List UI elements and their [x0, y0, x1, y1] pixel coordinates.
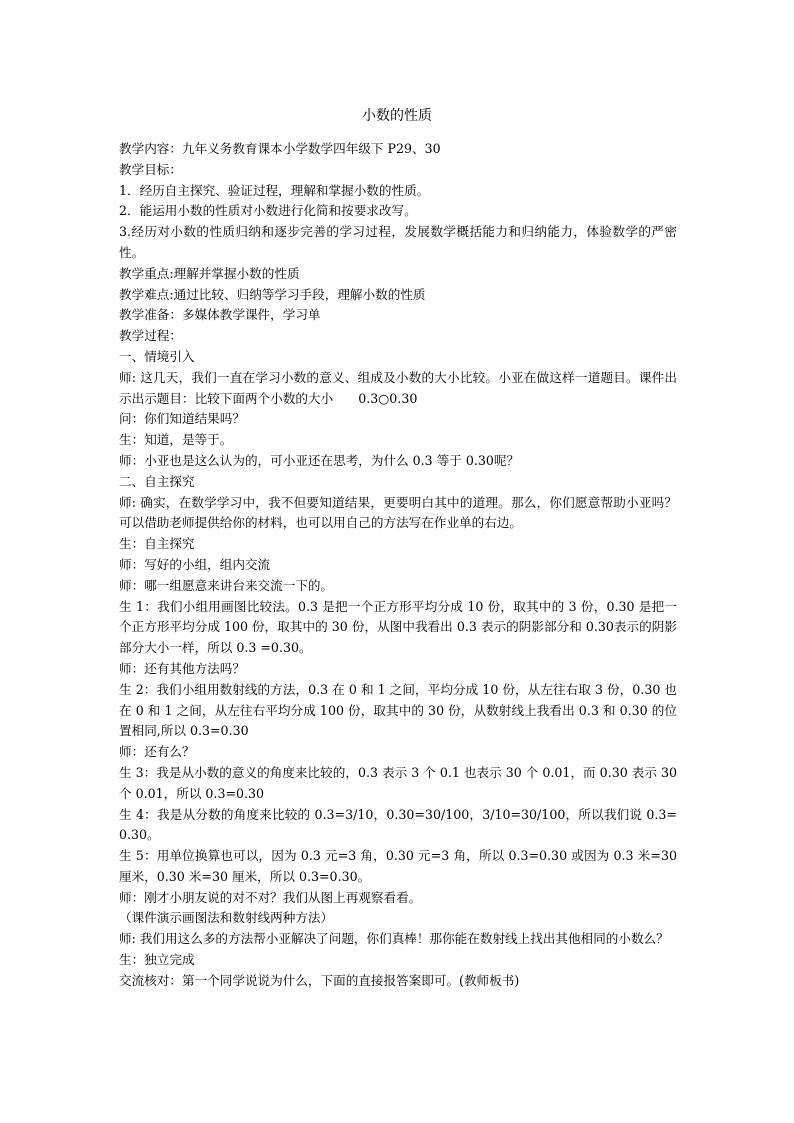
paragraph: 问：你们知道结果吗？ [119, 411, 245, 427]
paragraph: 教学准备：多媒体教学课件，学习单 [119, 307, 321, 323]
paragraph: 交流核对：第一个同学说说为什么，下面的直接报答案即可。(教师板书) [119, 972, 520, 988]
paragraph: 生 1：我们小组用画图比较法。0.3 是把一个正方形平均分成 10 份，取其中的 3 份，0.30 是把一个正方形平均分成 100 份，取其中的 30 份，从图中我看出 0.3 表示的阴影部分和 0.30表示的阴影部分大小一样，所以 0.3 =0.30。 [119, 598, 677, 656]
paragraph: 2．能运用小数的性质对小数进行化简和按要求改写。 [119, 203, 417, 219]
paragraph: 师：还有其他方法吗？ [119, 660, 245, 676]
paragraph: 教学重点:理解并掌握小数的性质 [119, 265, 300, 281]
section-heading: 二、自主探究 [119, 473, 195, 489]
section-heading: 一、情境引入 [119, 348, 195, 364]
paragraph: 师：刚才小朋友说的对不对？我们从图上再观察看看。 [119, 889, 422, 905]
paragraph: （课件演示画图法和数射线两种方法） [119, 910, 334, 926]
paragraph: 生 2：我们小组用数射线的方法，0.3 在 0 和 1 之间，平均分成 10 份，从左往右取 3 份，0.30 也在 0 和 1 之间，从左往右平均分成 100 份，取其中的 30 份，从数射线上我看出 0.3 和 0.30 的位置相同,所以 0.3=0.30 [119, 681, 677, 739]
paragraph: 1．经历自主探究、验证过程，理解和掌握小数的性质。 [119, 182, 430, 198]
paragraph: 师：写好的小组，组内交流 [119, 556, 271, 572]
paragraph: 生：自主探究 [119, 536, 195, 552]
paragraph: 师: 这几天，我们一直在学习小数的意义、组成及小数的大小比较。小亚在做这样一道题目。课件出示出示题目：比较下面两个小数的大小 0.3○0.30 [119, 369, 677, 406]
paragraph: 生 4：我是从分数的角度来比较的 0.3=3/10，0.30=30/100，3/10=30/100，所以我们说 0.3=0.30。 [119, 806, 677, 843]
paragraph: 生：知道，是等于。 [119, 432, 233, 448]
paragraph: 教学过程： [119, 328, 182, 344]
paragraph: 师：小亚也是这么认为的，可小亚还在思考，为什么 0.3 等于 0.30呢？ [119, 452, 520, 468]
paragraph: 教学目标： [119, 161, 182, 177]
paragraph: 教学难点:通过比较、归纳等学习手段，理解小数的性质 [119, 286, 426, 302]
paragraph: 3.经历对小数的性质归纳和逐步完善的学习过程，发展数学概括能力和归纳能力，体验数学的严密性。 [119, 224, 677, 260]
document-title: 小数的性质 [362, 108, 432, 124]
paragraph: 师: 我们用这么多的方法帮小亚解决了问题，你们真棒！那你能在数射线上找出其他相同的小数么？ [119, 931, 669, 947]
paragraph: 生：独立完成 [119, 952, 195, 968]
paragraph: 师: 确实，在数学学习中，我不但要知道结果，更要明白其中的道理。那么，你们愿意帮助小亚吗？可以借助老师提供给你的材料，也可以用自己的方法写在作业单的右边。 [119, 494, 677, 531]
paragraph: 师：还有么？ [119, 744, 195, 760]
paragraph: 教学内容：九年义务教育课本小学数学四年级下 P29、30 [119, 141, 441, 156]
paragraph: 生 5：用单位换算也可以，因为 0.3 元=3 角，0.30 元=3 角，所以 0.3=0.30 或因为 0.3 米=30 厘米，0.30 米=30 厘米，所以 0.3=0.30。 [119, 848, 677, 884]
paragraph: 生 3：我是从小数的意义的角度来比较的，0.3 表示 3 个 0.1 也表示 30 个 0.01，而 0.30 表示 30 个 0.01，所以 0.3=0.30 [119, 764, 677, 801]
paragraph: 师：哪一组愿意来讲台来交流一下的。 [119, 577, 334, 593]
document-body [119, 139, 677, 992]
